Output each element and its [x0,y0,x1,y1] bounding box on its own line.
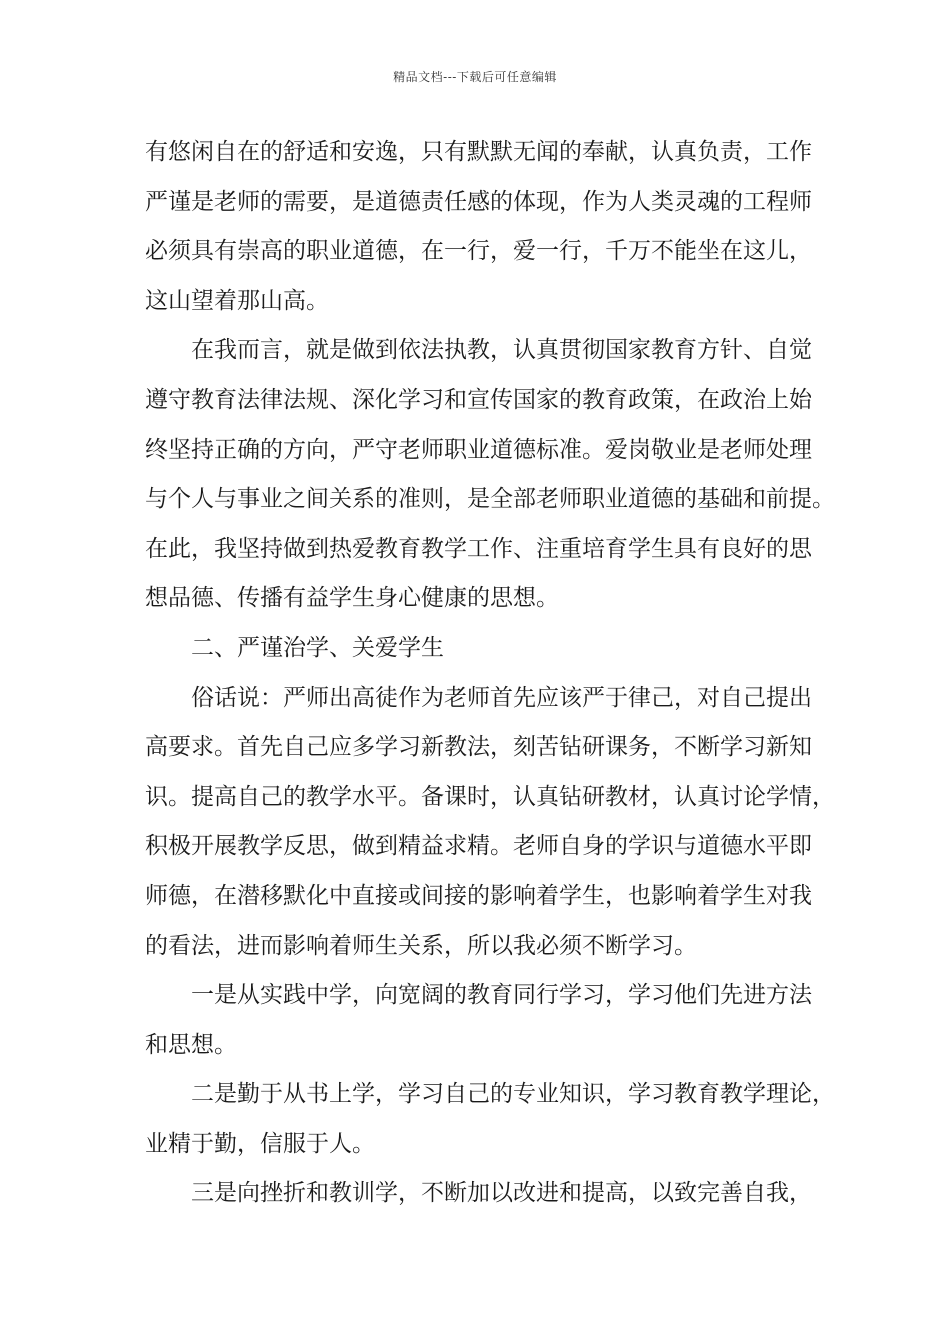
text-line: 师德，在潜移默化中直接或间接的影响着学生，也影响着学生对我 [145,882,812,909]
page-header: 精品文档---下载后可任意编辑 [393,70,557,84]
text-line: 想品德、传播有益学生身心健康的思想。 [145,585,559,612]
text-line: 的看法，进而影响着师生关系，所以我必须不断学习。 [145,932,697,959]
text-line: 终坚持正确的方向，严守老师职业道德标准。爱岗敬业是老师处理 [145,436,812,463]
text-line: 和思想。 [145,1031,237,1058]
paragraph-first-line: 三是向挫折和教训学，不断加以改进和提高，以致完善自我， [191,1180,812,1207]
text-line: 严谨是老师的需要，是道德责任感的体现，作为人类灵魂的工程师 [145,188,812,215]
text-line: 必须具有崇高的职业道德，在一行，爱一行，千万不能坐在这儿， [145,238,812,265]
paragraph-first-line: 二是勤于从书上学，学习自己的专业知识，学习教育教学理论， [191,1081,835,1108]
text-line: 识。提高自己的教学水平。备课时，认真钻研教材，认真讨论学情， [145,783,835,810]
text-line: 遵守教育法律法规、深化学习和宣传国家的教育政策，在政治上始 [145,386,812,413]
document-body [145,128,835,1219]
paragraph-first-line: 俗话说：严师出高徒作为老师首先应该严于律己，对自己提出 [191,684,812,711]
paragraph-first-line: 一是从实践中学，向宽阔的教育同行学习，学习他们先进方法 [191,982,812,1009]
text-line: 这山望着那山高。 [145,287,329,314]
text-line: 高要求。首先自己应多学习新教法，刻苦钻研课务，不断学习新知 [145,734,812,761]
paragraph-first-line: 在我而言，就是做到依法执教，认真贯彻国家教育方针、自觉 [191,337,812,364]
text-line: 有悠闲自在的舒适和安逸，只有默默无闻的奉献，认真负责，工作 [145,139,812,165]
text-line: 与个人与事业之间关系的准则，是全部老师职业道德的基础和前提。 [145,486,835,513]
text-line: 业精于勤，信服于人。 [145,1130,375,1157]
section-heading: 二、严谨治学、关爱学生 [191,634,444,661]
text-line: 在此，我坚持做到热爱教育教学工作、注重培育学生具有良好的思 [145,535,812,562]
text-line: 积极开展教学反思，做到精益求精。老师自身的学识与道德水平即 [145,833,812,860]
